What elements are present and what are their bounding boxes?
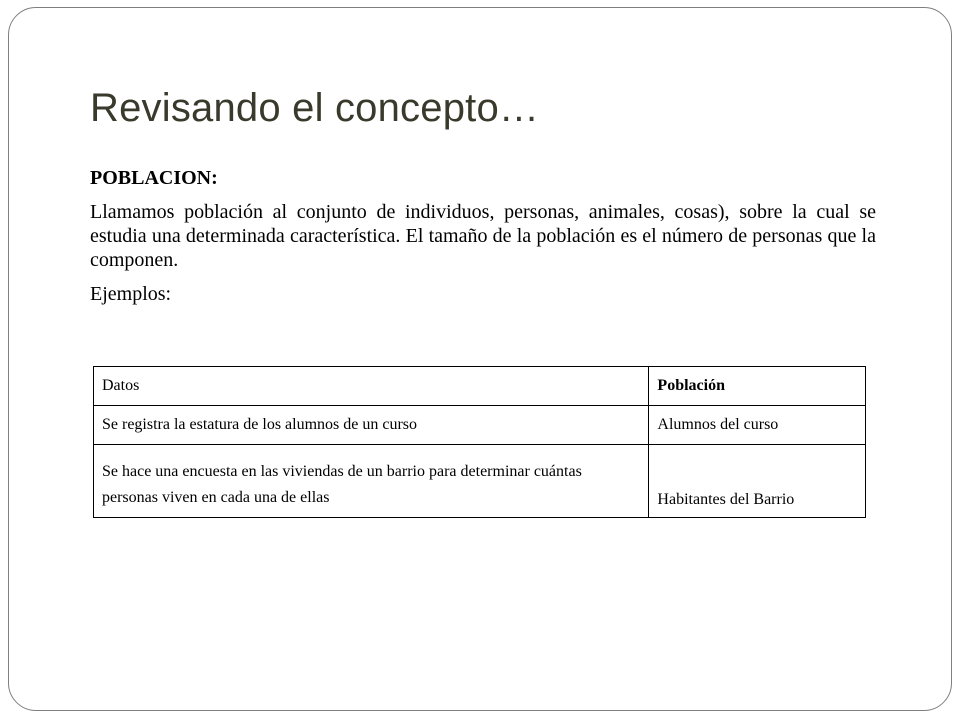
section-heading: POBLACION: xyxy=(90,167,218,189)
table-header-poblacion: Población xyxy=(649,367,866,406)
table-cell-datos: Se registra la estatura de los alumnos de un curso xyxy=(94,406,649,445)
slide-title: Revisando el concepto… xyxy=(90,86,540,130)
table-header-row xyxy=(94,367,866,406)
slide-body xyxy=(90,166,876,306)
table-row xyxy=(94,406,866,445)
table-cell-poblacion: Habitantes del Barrio xyxy=(649,445,866,518)
table-header-datos: Datos xyxy=(94,367,649,406)
table-cell-poblacion: Alumnos del curso xyxy=(649,406,866,445)
table-cell-datos: Se hace una encuesta en las viviendas de un barrio para determinar cuántas personas viven en cada una de ellas xyxy=(94,445,649,518)
definition-paragraph: Llamamos población al conjunto de individuos, personas, animales, cosas), sobre la cual se estudia una determinada característica. El tamaño de la población es el número de personas que la componen. xyxy=(90,201,876,271)
examples-label: Ejemplos: xyxy=(90,283,172,305)
examples-table xyxy=(93,366,866,518)
table-row xyxy=(94,445,866,518)
